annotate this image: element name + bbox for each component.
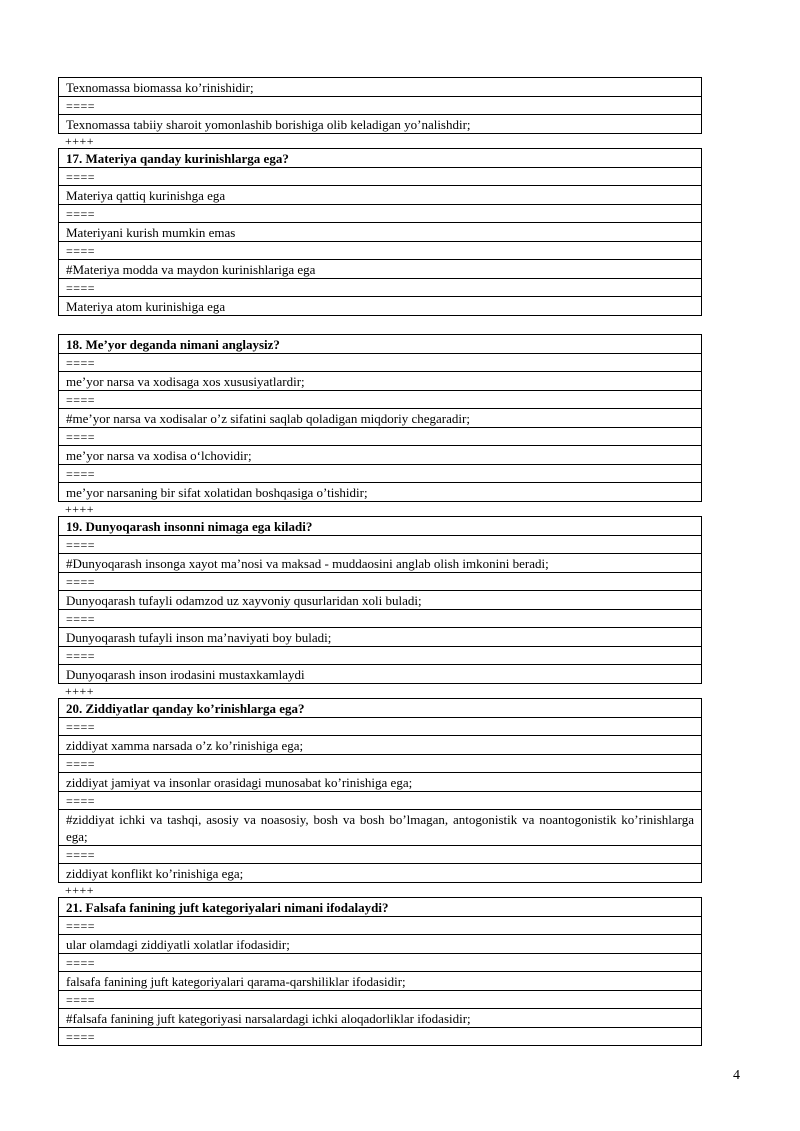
- answer-option: Texnomassa tabiiy sharoit yomonlashib borishiga olib keladigan yo’nalishdir;: [59, 115, 701, 134]
- answer-option: ziddiyat jamiyat va insonlar orasidagi munosabat ko’rinishiga ega;: [59, 773, 701, 792]
- answer-option: #me’yor narsa va xodisalar o’z sifatini saqlab qoladigan miqdoriy chegaradir;: [59, 409, 701, 428]
- separator-row: ====: [59, 168, 701, 186]
- document-body: [58, 77, 702, 1046]
- answer-option: Materiyani kurish mumkin emas: [59, 223, 701, 242]
- question-end-marker: ++++: [65, 684, 95, 698]
- separator-row: ====: [59, 354, 701, 372]
- separator-row: ====: [59, 279, 701, 297]
- question-block: [58, 897, 702, 1046]
- question-block: [58, 516, 702, 684]
- separator-row: ====: [59, 917, 701, 935]
- separator-row: ====: [59, 610, 701, 628]
- separator-row: ====: [59, 755, 701, 773]
- separator-row: ====: [59, 954, 701, 972]
- separator-row: ====: [59, 846, 701, 864]
- question-block: [58, 698, 702, 883]
- separator-row: ====: [59, 991, 701, 1009]
- separator-row: ====: [59, 97, 701, 115]
- question-title: 17. Materiya qanday kurinishlarga ega?: [59, 149, 701, 168]
- answer-option: ziddiyat konflikt ko’rinishiga ega;: [59, 864, 701, 883]
- answer-option: Dunyoqarash tufayli odamzod uz xayvoniy qusurlaridan xoli buladi;: [59, 591, 701, 610]
- question-end-marker: ++++: [65, 134, 95, 148]
- question-block-continued: [58, 77, 702, 134]
- answer-option: me’yor narsaning bir sifat xolatidan boshqasiga o’tishidir;: [59, 483, 701, 502]
- answer-option: #falsafa fanining juft kategoriyasi narsalardagi ichki aloqadorliklar ifodasidir;: [59, 1009, 701, 1028]
- question-title: 18. Me’yor deganda nimani anglaysiz?: [59, 335, 701, 354]
- block-spacer: [58, 316, 702, 334]
- question-block: [58, 148, 702, 316]
- separator-row: ====: [59, 205, 701, 223]
- separator-row: ====: [59, 536, 701, 554]
- question-title: 20. Ziddiyatlar qanday ko’rinishlarga ega?: [59, 699, 701, 718]
- answer-option: ziddiyat xamma narsada o’z ko’rinishiga ega;: [59, 736, 701, 755]
- question-end-marker: ++++: [65, 883, 95, 897]
- question-block: [58, 334, 702, 502]
- separator-row: ====: [59, 1028, 701, 1046]
- answer-option: Materiya atom kurinishiga ega: [59, 297, 701, 316]
- answer-option: me’yor narsa va xodisaga xos xususiyatlardir;: [59, 372, 701, 391]
- question-end-marker: ++++: [65, 502, 95, 516]
- answer-option: #ziddiyat ichki va tashqi, asosiy va noasosiy, bosh va bosh bo’lmagan, antogonistik va noantogonistik ko’rinishlarga ega;: [59, 810, 701, 846]
- answer-option: Dunyoqarash tufayli inson ma’naviyati boy buladi;: [59, 628, 701, 647]
- separator-row: ====: [59, 792, 701, 810]
- question-title: 21. Falsafa fanining juft kategoriyalari nimani ifodalaydi?: [59, 898, 701, 917]
- answer-option: me’yor narsa va xodisa o‘lchovidir;: [59, 446, 701, 465]
- answer-option: Materiya qattiq kurinishga ega: [59, 186, 701, 205]
- answer-option: falsafa fanining juft kategoriyalari qarama-qarshiliklar ifodasidir;: [59, 972, 701, 991]
- separator-row: ====: [59, 428, 701, 446]
- separator-row: ====: [59, 718, 701, 736]
- separator-row: ====: [59, 647, 701, 665]
- answer-option: Texnomassa biomassa ko’rinishidir;: [59, 78, 701, 97]
- page-number: 4: [733, 1068, 740, 1083]
- answer-option: #Dunyoqarash insonga xayot ma’nosi va maksad - muddaosini anglab olish imkonini beradi;: [59, 554, 701, 573]
- answer-option: Dunyoqarash inson irodasini mustaxkamlaydi: [59, 665, 701, 684]
- separator-row: ====: [59, 242, 701, 260]
- separator-row: ====: [59, 391, 701, 409]
- answer-option: #Materiya modda va maydon kurinishlariga ega: [59, 260, 701, 279]
- question-title: 19. Dunyoqarash insonni nimaga ega kiladi?: [59, 517, 701, 536]
- separator-row: ====: [59, 573, 701, 591]
- separator-row: ====: [59, 465, 701, 483]
- answer-option: ular olamdagi ziddiyatli xolatlar ifodasidir;: [59, 935, 701, 954]
